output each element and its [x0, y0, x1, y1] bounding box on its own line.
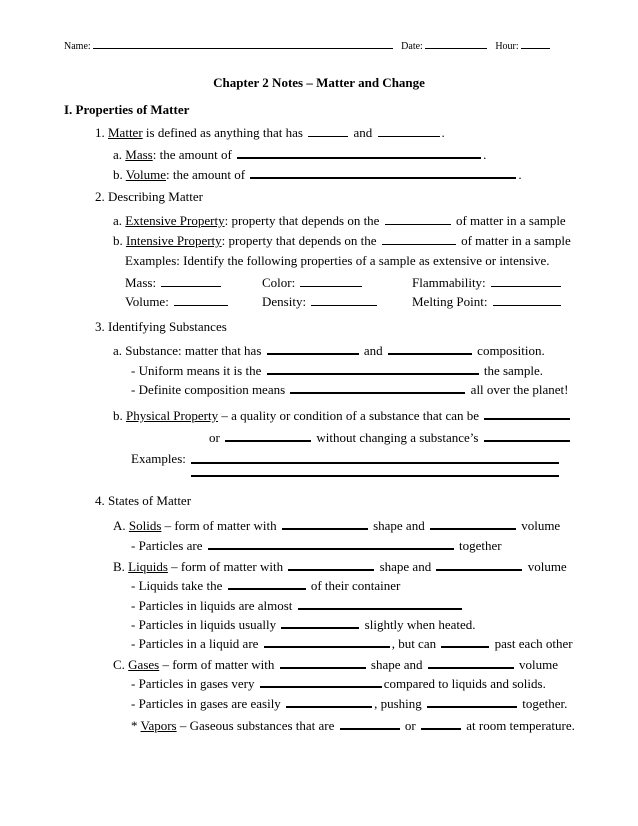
item-3a-uniform: - Uniform means it is the the sample.	[131, 363, 544, 378]
date-blank[interactable]	[425, 39, 487, 49]
blank[interactable]	[290, 380, 465, 394]
header-line	[64, 39, 552, 52]
blank[interactable]	[228, 576, 306, 590]
blank[interactable]	[484, 406, 570, 420]
item-1b: b. Volume: the amount of .	[113, 167, 522, 182]
blank[interactable]	[281, 615, 359, 629]
item-3b-cont: or without changing a substance’s	[209, 428, 572, 444]
blank[interactable]	[250, 165, 516, 179]
blank[interactable]	[382, 232, 456, 245]
term-solids: Solids	[128, 518, 162, 533]
prop-melting-point: Melting Point:	[412, 293, 563, 308]
term-vapors: Vapors	[140, 718, 177, 733]
term-extensive-property: Extensive Property	[125, 213, 225, 228]
item-4b-3: - Particles in liquids usually slightly when heated.	[131, 617, 476, 632]
item-4b-2: - Particles in liquids are almost	[131, 596, 464, 612]
term-gases: Gases	[128, 657, 160, 672]
section-heading: I. Properties of Matter	[64, 102, 190, 117]
item-1: 1. Matter is defined as anything that has and .	[95, 125, 445, 140]
item-3b: b. Physical Property – a quality or condition of a substance that can be	[113, 406, 572, 422]
item-4: 4. States of Matter	[95, 493, 192, 508]
blank[interactable]	[267, 341, 359, 355]
item-4c-2: - Particles in gases are easily , pushing together.	[131, 696, 568, 711]
blank[interactable]	[427, 694, 517, 708]
blank[interactable]	[288, 557, 374, 571]
term-physical-property: Physical Property	[126, 408, 219, 423]
item-4b-1: - Liquids take the of their container	[131, 578, 401, 593]
blank[interactable]	[282, 516, 368, 530]
item-4b-4: - Particles in a liquid are , but can past each other	[131, 636, 573, 651]
blank[interactable]	[225, 428, 311, 442]
examples-answer-line[interactable]	[191, 475, 559, 477]
blank[interactable]	[436, 557, 522, 571]
hour-label: Hour:	[495, 41, 519, 52]
prop-color: Color:	[262, 274, 364, 289]
blank[interactable]	[174, 293, 228, 306]
blank[interactable]	[430, 516, 516, 530]
item-4c-1: - Particles in gases very compared to liquids and solids.	[131, 676, 546, 691]
blank[interactable]	[388, 341, 472, 355]
term-matter: Matter	[108, 125, 143, 140]
item-4c: C. Gases – form of matter with shape and volume	[113, 657, 559, 672]
blank[interactable]	[491, 274, 561, 287]
date-label: Date:	[401, 41, 423, 52]
item-3a-definite: - Definite composition means all over the planet!	[131, 382, 569, 397]
examples-instructions: Examples: Identify the following properties of a sample as extensive or intensive.	[125, 253, 550, 268]
examples-answer-line[interactable]	[191, 462, 559, 464]
blank[interactable]	[267, 361, 479, 375]
hour-blank[interactable]	[521, 39, 550, 49]
prop-density: Density:	[262, 293, 379, 308]
blank[interactable]	[484, 428, 570, 442]
prop-volume: Volume:	[125, 293, 230, 308]
item-3a: a. Substance: matter that has and composition.	[113, 343, 545, 358]
blank[interactable]	[298, 596, 462, 610]
blank[interactable]	[385, 212, 451, 225]
blank[interactable]	[264, 634, 390, 648]
blank[interactable]	[340, 716, 400, 730]
blank[interactable]	[421, 716, 461, 730]
blank[interactable]	[441, 634, 489, 648]
item-3: 3. Identifying Substances	[95, 319, 227, 334]
blank[interactable]	[308, 124, 348, 137]
examples-label: Examples:	[131, 451, 186, 466]
blank[interactable]	[428, 655, 514, 669]
term-intensive-property: Intensive Property	[126, 233, 222, 248]
prop-flammability: Flammability:	[412, 274, 563, 289]
item-2b: b. Intensive Property: property that depends on the of matter in a sample	[113, 233, 571, 248]
blank[interactable]	[237, 145, 481, 159]
item-1a: a. Mass: the amount of .	[113, 147, 487, 162]
blank[interactable]	[280, 655, 366, 669]
item-4b: B. Liquids – form of matter with shape and volume	[113, 559, 567, 574]
blank[interactable]	[378, 124, 440, 137]
item-4a-1: - Particles are together	[131, 538, 502, 553]
blank[interactable]	[161, 274, 221, 287]
blank[interactable]	[300, 274, 362, 287]
name-label: Name:	[64, 41, 91, 52]
blank[interactable]	[286, 694, 372, 708]
item-2: 2. Describing Matter	[95, 189, 203, 204]
term-volume: Volume	[125, 167, 166, 182]
term-mass: Mass	[125, 147, 153, 162]
name-blank[interactable]	[93, 39, 393, 49]
item-2a: a. Extensive Property: property that depends on the of matter in a sample	[113, 213, 566, 228]
blank[interactable]	[208, 536, 454, 550]
blank[interactable]	[493, 293, 561, 306]
blank[interactable]	[311, 293, 377, 306]
item-4a: A. Solids – form of matter with shape and volume	[113, 518, 561, 533]
blank[interactable]	[260, 674, 382, 688]
item-4c-3: * Vapors – Gaseous substances that are or at room temperature.	[131, 718, 575, 733]
prop-mass: Mass:	[125, 274, 223, 289]
term-liquids: Liquids	[128, 559, 168, 574]
page-title: Chapter 2 Notes – Matter and Change	[213, 75, 425, 90]
